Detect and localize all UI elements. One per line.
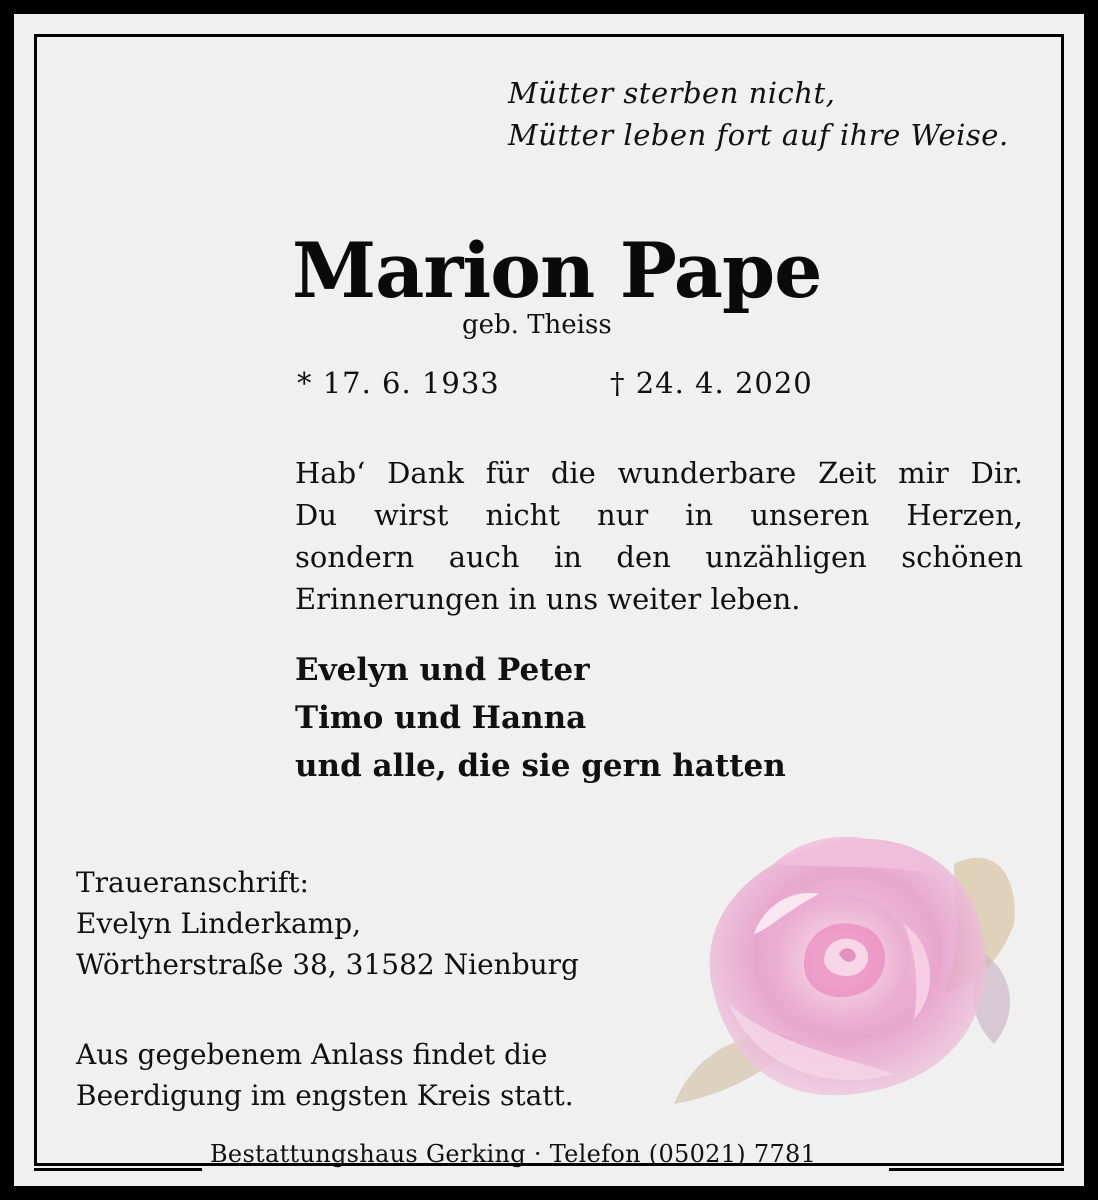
thanks-line-4: Erinnerungen in uns weiter leben.: [295, 582, 801, 616]
mourners-line-1: Evelyn und Peter: [295, 652, 590, 688]
mourners: [295, 646, 786, 790]
footer-rule-left: [34, 1168, 202, 1171]
thanks-line-3: sondern auch in den unzähligen schönen: [295, 540, 1023, 574]
address-street: Wörtherstraße 38, 31582 Nienburg: [76, 948, 579, 981]
thanks-line-1: Hab‘ Dank für die wunderbare Zeit mir Dir.: [295, 456, 1023, 490]
notice-line-2: Beerdigung im engsten Kreis statt.: [76, 1079, 574, 1112]
deceased-name: Marion Pape: [292, 226, 822, 315]
funeral-home-contact: Bestattungshaus Gerking · Telefon (05021) 7781: [210, 1140, 817, 1168]
address-name: Evelyn Linderkamp,: [76, 907, 362, 940]
thanks-line-2: Du wirst nicht nur in unseren Herzen,: [295, 498, 1023, 532]
birth-date: * 17. 6. 1933: [297, 366, 500, 400]
notice-line-1: Aus gegebenem Anlass findet die: [76, 1038, 548, 1071]
thanks-text: [295, 452, 1023, 620]
death-date: † 24. 4. 2020: [610, 366, 813, 400]
mourners-line-2: Timo und Hanna: [295, 700, 587, 736]
motto: [508, 72, 1009, 156]
rose-illustration: [654, 804, 1024, 1124]
obituary-card: [14, 14, 1084, 1186]
motto-line-1: Mütter sterben nicht,: [508, 76, 836, 110]
mourning-address: [76, 862, 579, 985]
footer: [14, 1140, 1084, 1170]
mourners-line-3: und alle, die sie gern hatten: [295, 748, 786, 784]
address-label: Traueranschrift:: [76, 866, 309, 899]
motto-line-2: Mütter leben fort auf ihre Weise.: [508, 118, 1009, 152]
footer-rule-right: [889, 1168, 1064, 1171]
funeral-notice: [76, 1034, 574, 1116]
maiden-name: geb. Theiss: [462, 310, 612, 340]
